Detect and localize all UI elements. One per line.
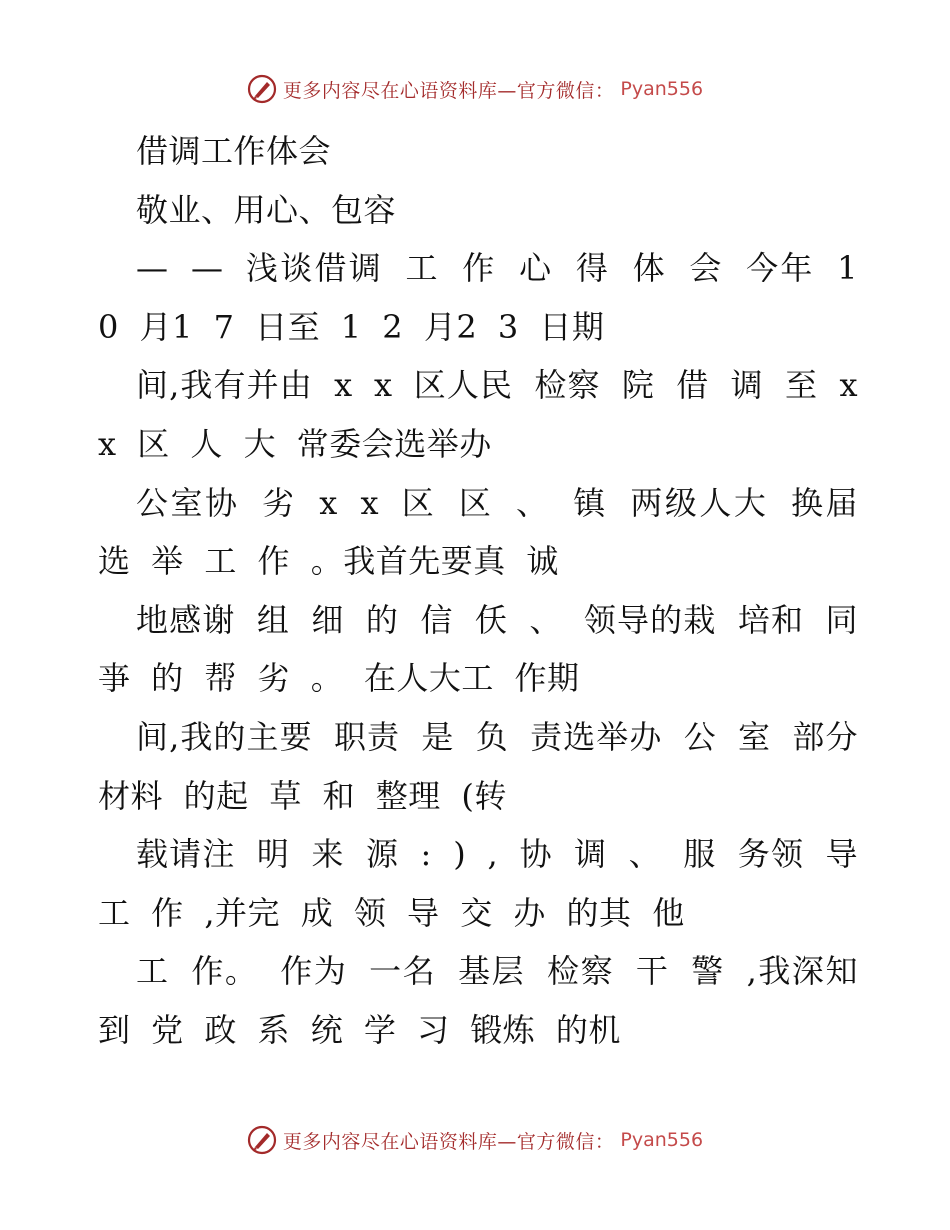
- doc-line: 地感谢 组 细 的 信 仸 、 领导的栽 培和 同 亊 的 帮 劣 。 在人大工 作期: [98, 600, 858, 698]
- doc-line: 间,我有并由 x x 区人民 检察 院 借 调 至 x x 区 人 大 常委会选举办: [98, 366, 858, 463]
- doc-line: 载请注 明 来 源 : ) , 协 调 、 服 务领 导 工 作 ,并完 成 领 导 交 办 的其 他: [98, 835, 858, 932]
- header-watermark: [0, 74, 950, 104]
- doc-line: 工 作。 作为 一名 基层 检察 干 警 ,我深知 到 党 政 系 统 学 习 锻炼 的机: [98, 952, 858, 1049]
- doc-line: 借调工作体会: [136, 132, 332, 170]
- doc-line: 公室协 劣 x x 区 区 、 镇 两级人大 换届 选 举 工 作 。我首先要真 诚: [98, 483, 858, 581]
- doc-line: — — 浅谈借调 工 作 心 得 体 会 今年 1 0 月1 7 日至 1 2 月2 3 日期: [98, 249, 858, 346]
- quill-logo-icon: [247, 1125, 277, 1155]
- watermark-wechat-id: Pyan556: [620, 1129, 704, 1151]
- quill-logo-icon: [247, 74, 277, 104]
- watermark-wechat-id: Pyan556: [620, 78, 704, 100]
- watermark-text: 更多内容尽在心语资料库—官方微信：: [282, 79, 615, 102]
- doc-line: 敬业、用心、包容: [136, 190, 397, 229]
- document-body: [98, 122, 858, 1060]
- footer-watermark: [0, 1125, 950, 1155]
- watermark-text: 更多内容尽在心语资料库—官方微信：: [282, 1130, 615, 1153]
- doc-line: 间,我的主要 职责 是 负 责选举办 公 室 部分 材料 的起 草 和 整理 (转: [98, 717, 858, 815]
